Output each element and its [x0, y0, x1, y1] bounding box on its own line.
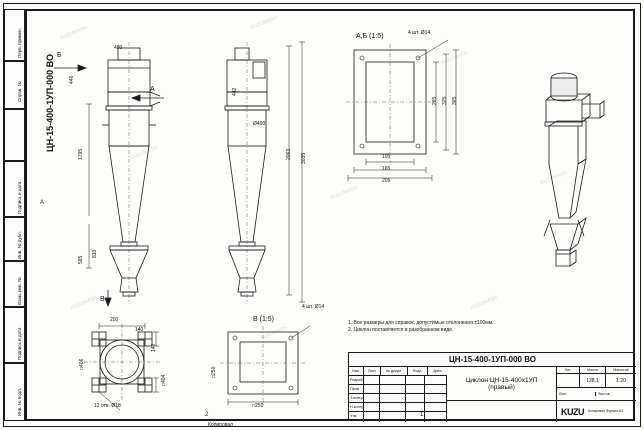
watermark: KUZUMASH — [469, 294, 499, 312]
dim-140b: 140 — [151, 343, 157, 352]
product-name-line1: Циклон ЦН-15-400х1УП — [465, 376, 538, 384]
watermark: KUZUMASH — [59, 24, 89, 42]
mass-value: 138,1 — [580, 374, 606, 387]
dim-365: 365 — [452, 96, 458, 105]
change-table-header — [349, 367, 447, 376]
dim-2063: 2063 — [286, 148, 292, 160]
drawing-code-vertical: ЦН-15-400-1УП-000 ВО — [45, 54, 55, 152]
dim-d404: □404 — [161, 374, 167, 386]
dim-595: 595 — [78, 255, 84, 264]
lit-mass-scale-values — [557, 374, 636, 388]
label-scale: Масштаб — [613, 368, 629, 372]
note-item-2: 2. Циклон поставляется в разобранном виде. — [348, 326, 454, 333]
dim-250-h: □250 — [252, 403, 264, 409]
company-logo-cell — [557, 401, 636, 422]
zone-number: 2 — [205, 412, 209, 418]
hole-note-12: 12 отв. Ø18 — [94, 403, 121, 409]
company-block — [447, 401, 557, 422]
dim-165: 165 — [382, 166, 391, 172]
section-v-drawing — [210, 324, 320, 410]
left-cell-1: Справ. № — [4, 61, 25, 109]
dim-810: 810 — [92, 249, 98, 258]
watermark: KUZUMASH — [439, 49, 469, 67]
dim-lines-side — [282, 40, 308, 310]
dim-d400: Ø400 — [253, 121, 266, 127]
kopiroval-label: Копировал — [208, 422, 234, 428]
title-block — [348, 352, 635, 421]
watermark: KUZUMASH — [249, 14, 279, 32]
dim-446: 446 — [69, 75, 75, 84]
drawing-number: ЦН-15-400-1УП-000 ВО — [448, 355, 537, 364]
section-ab-title: А,Б (1:5) — [356, 33, 384, 40]
label-v-bottom: В — [100, 296, 105, 303]
left-cell-0: Перв. примен. — [4, 9, 25, 61]
left-cell-4: Инв. № дубл. — [4, 217, 25, 261]
left-cell-7: Инв. № подл. — [4, 363, 25, 421]
label-sheets: Листов — [598, 392, 610, 396]
role-row-nkontr: Н.контр. — [349, 403, 446, 412]
zone-number: 1 — [420, 412, 424, 418]
role-row-tkontr: Т.контр. — [349, 394, 446, 403]
dim-lines-front — [84, 100, 94, 320]
dim-3035: 3035 — [301, 152, 307, 164]
left-cell-5: Взам. инв. № — [4, 261, 25, 307]
col-data: Дата — [433, 369, 442, 373]
section-arrow-a — [128, 86, 168, 106]
watermark: KUZUMASH — [129, 144, 159, 162]
lit-mass-scale-header — [557, 367, 636, 374]
col-dokum: № докум. — [381, 367, 408, 375]
col-list: Лист — [364, 367, 381, 375]
section-ab-drawing — [340, 44, 470, 184]
dim-265: 265 — [432, 96, 438, 105]
dim-205: 205 — [382, 178, 391, 184]
dim-442: 442 — [232, 87, 238, 96]
section-v-title: В (1:5) — [253, 316, 275, 323]
watermark: KUZUMASH — [69, 294, 99, 312]
watermark: KUZUMASH — [539, 169, 569, 187]
col-podp: Подп. — [408, 367, 428, 375]
note-item-1: 1. Все размеры для справок, допустимые отклонения ±100мм. — [348, 320, 494, 326]
section-v-hole-note: 4 шт. Ø14 — [302, 304, 325, 310]
product-name-line2: (правый) — [488, 383, 515, 391]
dim-105: 105 — [382, 154, 391, 160]
zone-letter: А — [40, 200, 45, 206]
label-mass: Масса — [580, 367, 606, 373]
product-name-cell — [447, 367, 557, 401]
dim-140a: 140 — [135, 327, 144, 333]
dim-1795: 1795 — [78, 148, 84, 160]
label-a-arrow: А — [150, 86, 155, 93]
sheet-count-row — [557, 388, 636, 401]
front-view-cyclone — [80, 30, 210, 320]
left-cell-3: Подпись и дата — [4, 161, 25, 217]
dim-325: 325 — [442, 96, 448, 105]
role-rows — [349, 376, 447, 422]
label-lit: Лит. — [557, 367, 580, 373]
company-logo: KUZU — [561, 406, 584, 417]
col-izm: Изм. — [349, 367, 364, 375]
role-row-utv: Утв. — [350, 414, 358, 418]
bottom-plan-view — [74, 318, 184, 414]
role-row-prov: Пров. — [349, 385, 446, 394]
left-cell-6: Подпись и дата — [4, 307, 25, 363]
company-sub: Копировал Формат A3 — [588, 409, 624, 414]
scale-value: 1:20 — [616, 378, 626, 384]
left-cell-2 — [4, 109, 25, 161]
role-row-razrab: Разраб. — [349, 376, 446, 385]
title-block-drawing-number-cell — [349, 353, 636, 367]
dim-250-v: □250 — [211, 366, 217, 378]
isometric-view-cyclone — [516, 60, 626, 300]
section-ab-hole-note: 4 шт. Ø14 — [408, 30, 431, 36]
watermark: KUZUMASH — [329, 184, 359, 202]
notes-block — [348, 320, 598, 334]
label-sheet: Лист — [557, 392, 596, 396]
dim-d406: □406 — [79, 358, 85, 370]
watermark: KUZUMASH — [259, 324, 289, 342]
label-b-top: Б — [57, 52, 62, 59]
dim-200: 200 — [110, 317, 119, 323]
dim-480: 480 — [114, 45, 123, 51]
